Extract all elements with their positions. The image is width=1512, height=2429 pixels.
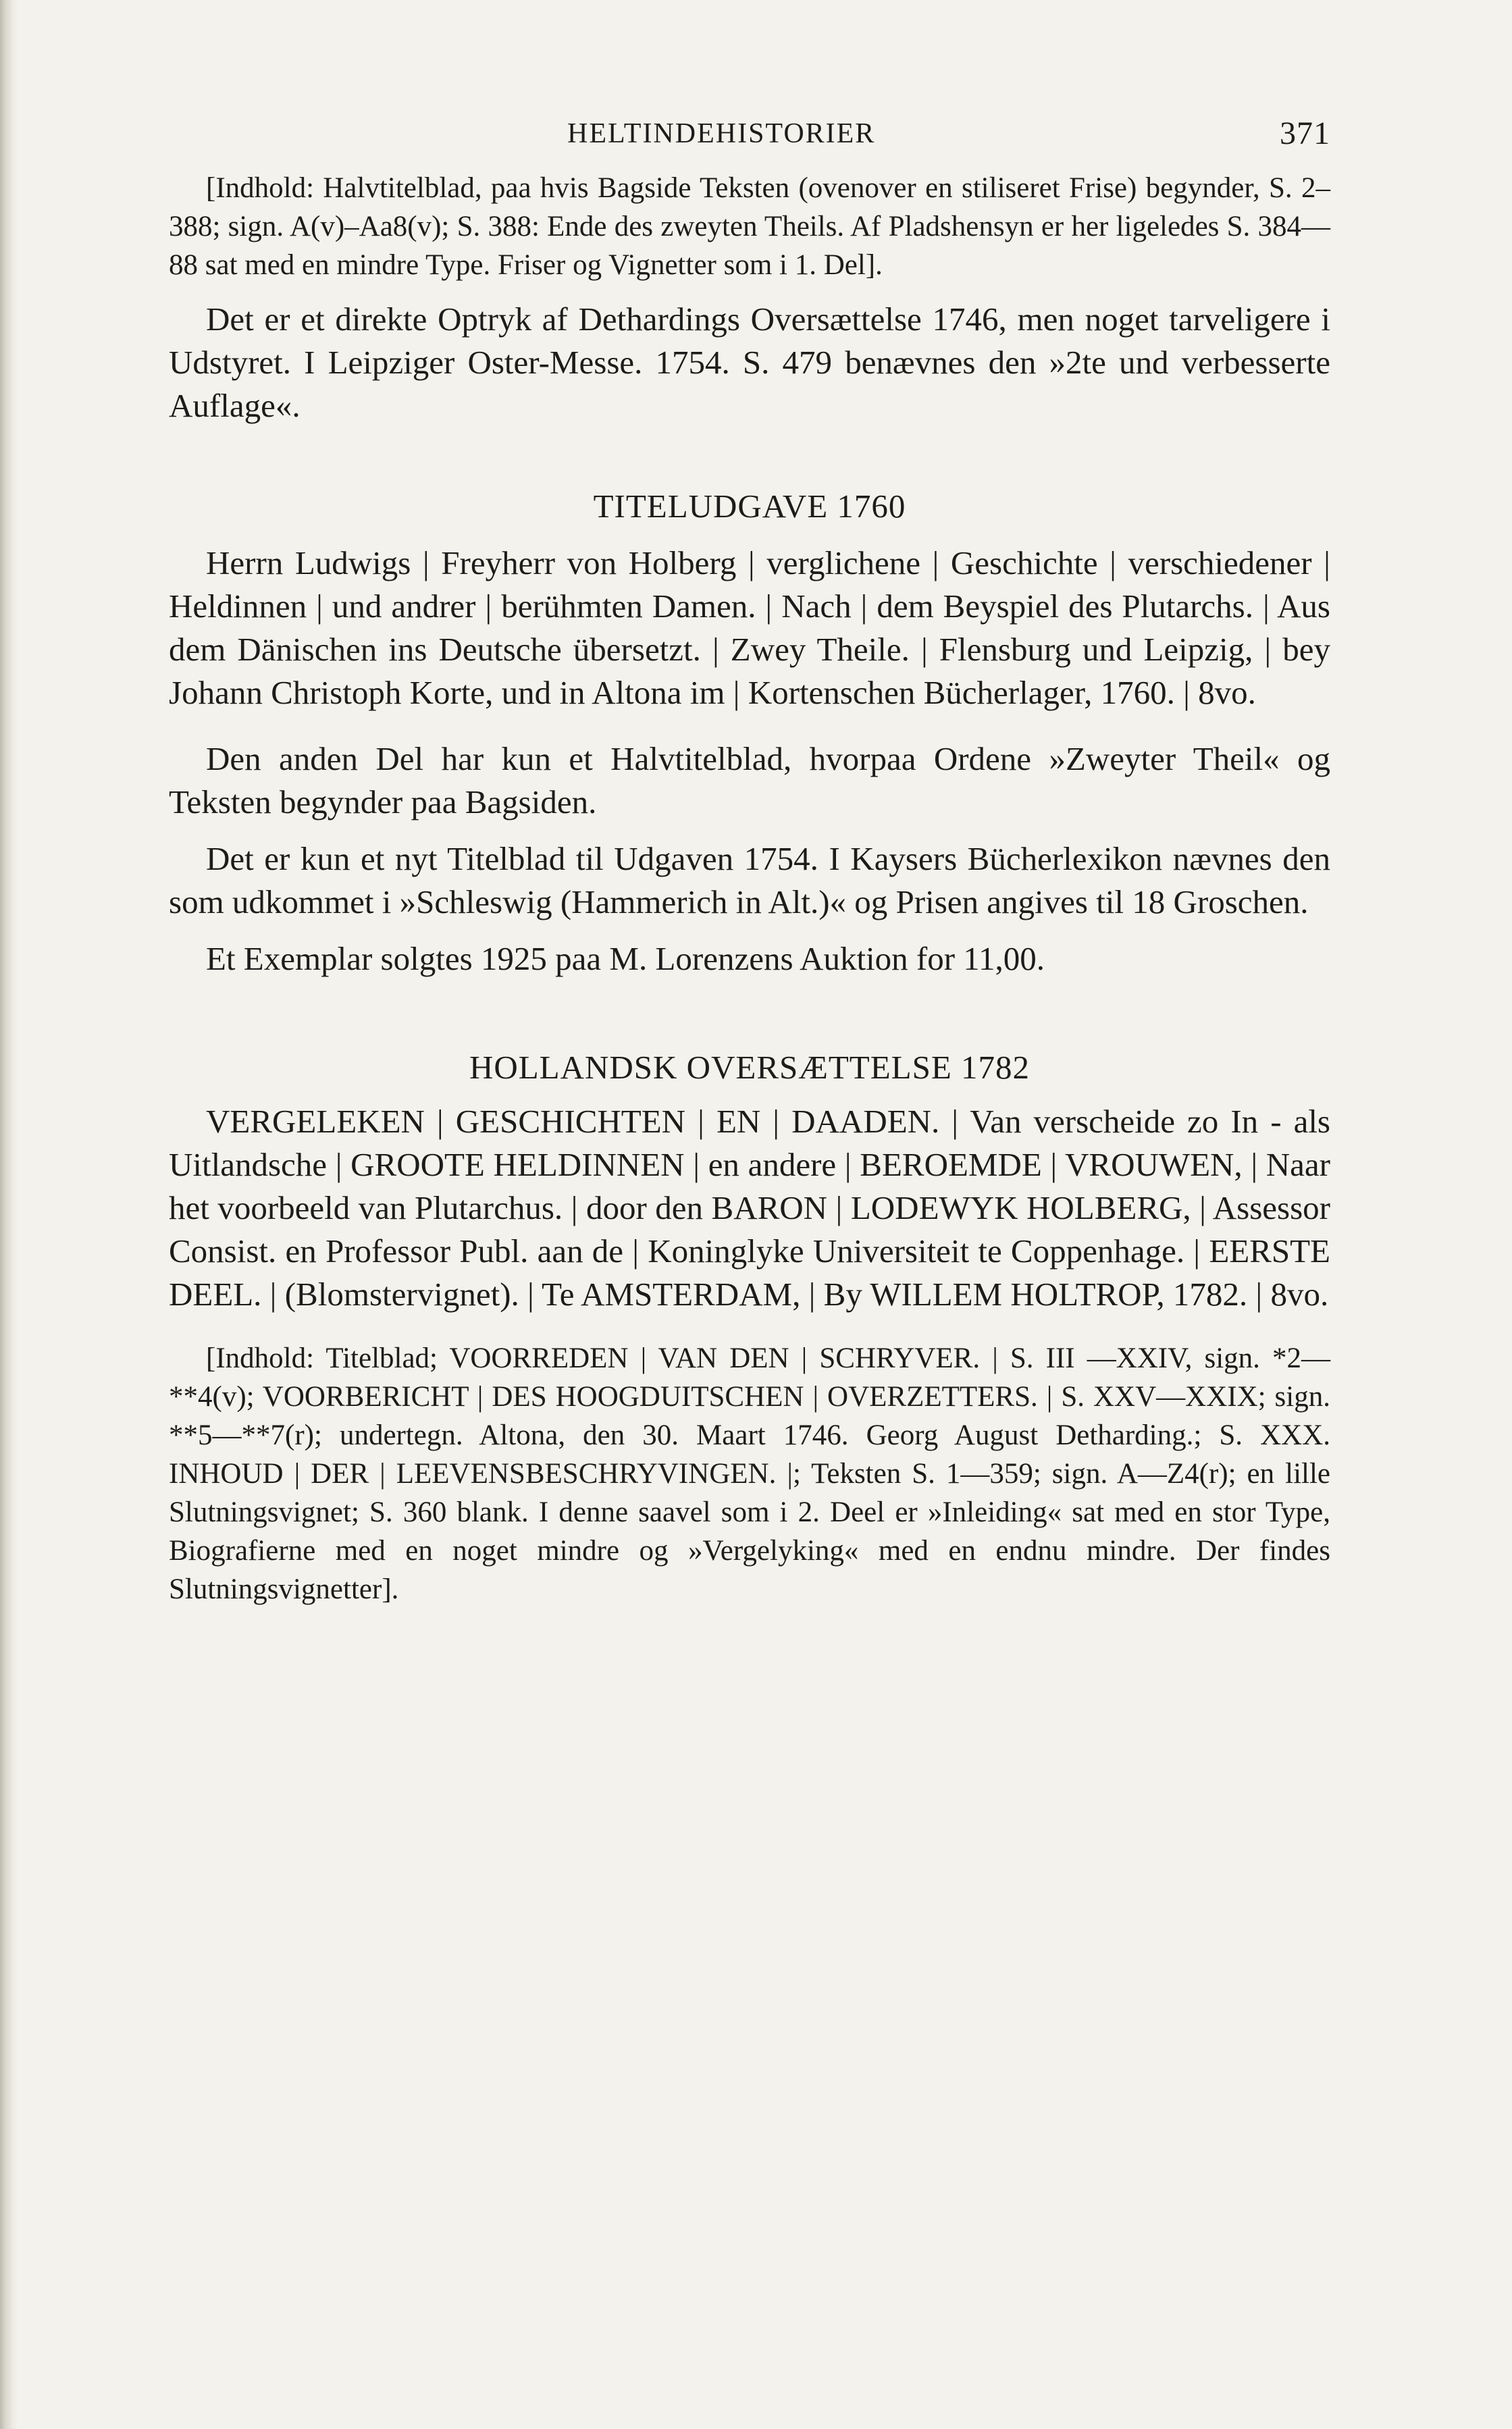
page-number: 371	[1280, 115, 1330, 151]
section-heading-titeludgave: TITELUDGAVE 1760	[593, 488, 906, 525]
paragraph-auction: Et Exemplar solgtes 1925 paa M. Lorenzens Auktion for 11,00.	[206, 940, 1045, 977]
german-title-transcription: Herrn Ludwigs | Freyherr von Holberg | verglichene | Geschichte | verschiedener | Heldinnen | und andrer | berühmten Damen. | Nach | dem Beyspiel des Plutarchs. | Aus dem Dänischen ins Deutsche übersetzt. | Zwey Theile. | Flensburg und Leipzig, | bey Johann Christoph Korte, und in Altona im | Kortenschen Bücherlager, 1760. | 8vo.	[169, 544, 1330, 711]
text-column	[169, 108, 1330, 1622]
contents-note-2: [Indhold: Titelblad; VOORREDEN | VAN DEN | SCHRYVER. | S. III —XXIV, sign. *2—**4(v); VOORBERICHT | DES HOOGDUITSCHEN | OVERZETTERS. | S. XXV—XXIX; sign. **5—**7(r); undertegn. Altona, den 30. Maart 1746. Georg August Detharding.; S. XXX. INHOUD | DER | LEEVENSBESCHRYVINGEN. |; Teksten S. 1—359; sign. A—Z4(r); en lille Slutningsvignet; S. 360 blank. I denne saavel som i 2. Deel er »Inleiding« sat med en stor Type, Biografierne med en noget mindre og »Vergelyking« med en endnu mindre. Der findes Slutningsvignetter].	[169, 1342, 1330, 1605]
section-heading-hollandsk: HOLLANDSK OVERSÆTTELSE 1782	[469, 1049, 1031, 1086]
paragraph-new-titlepage: Det er kun et nyt Titelblad til Udgaven 1754. I Kaysers Bücherlexikon nævnes den som udkommet i »Schleswig (Hammerich in Alt.)« og Prisen angives til 18 Groschen.	[169, 840, 1330, 920]
running-head	[169, 108, 1330, 169]
running-title: HELTINDEHISTORIER	[567, 118, 876, 149]
contents-note-1: [Indhold: Halvtitelblad, paa hvis Bagside Teksten (ovenover en stiliseret Frise) begynder, S. 2–388; sign. A(v)–Aa8(v); S. 388: Ende des zweyten Theils. Af Pladshensyn er her ligeledes S. 384—88 sat med en mindre Type. Friser og Vignetter som i 1. Del].	[169, 172, 1330, 281]
page-gutter-shadow	[0, 0, 18, 2429]
paragraph-reprint-note: Det er et direkte Optryk af Dethardings Oversættelse 1746, men noget tarveligere i Udstyret. I Leipziger Oster-Messe. 1754. S. 479 benævnes den »2te und verbesserte Auflage«.	[169, 301, 1330, 424]
dutch-title-transcription: VERGELEKEN | GESCHICHTEN | EN | DAADEN. | Van verscheide zo In - als Uitlandsche | GROOTE HELDINNEN | en andere | BEROEMDE | VROUWEN, | Naar het voorbeeld van Plutarchus. | door den BARON | LODEWYK HOLBERG, | Assessor Consist. en Professor Publ. aan de | Koninglyke Universiteit te Coppenhage. | EERSTE DEEL. | (Blomstervignet). | Te AMSTERDAM, | By WILLEM HOLTROP, 1782. | 8vo.	[169, 1103, 1330, 1313]
paragraph-second-part: Den anden Del har kun et Halvtitelblad, hvorpaa Ordene »Zweyter Theil« og Teksten begynder paa Bagsiden.	[169, 740, 1330, 820]
